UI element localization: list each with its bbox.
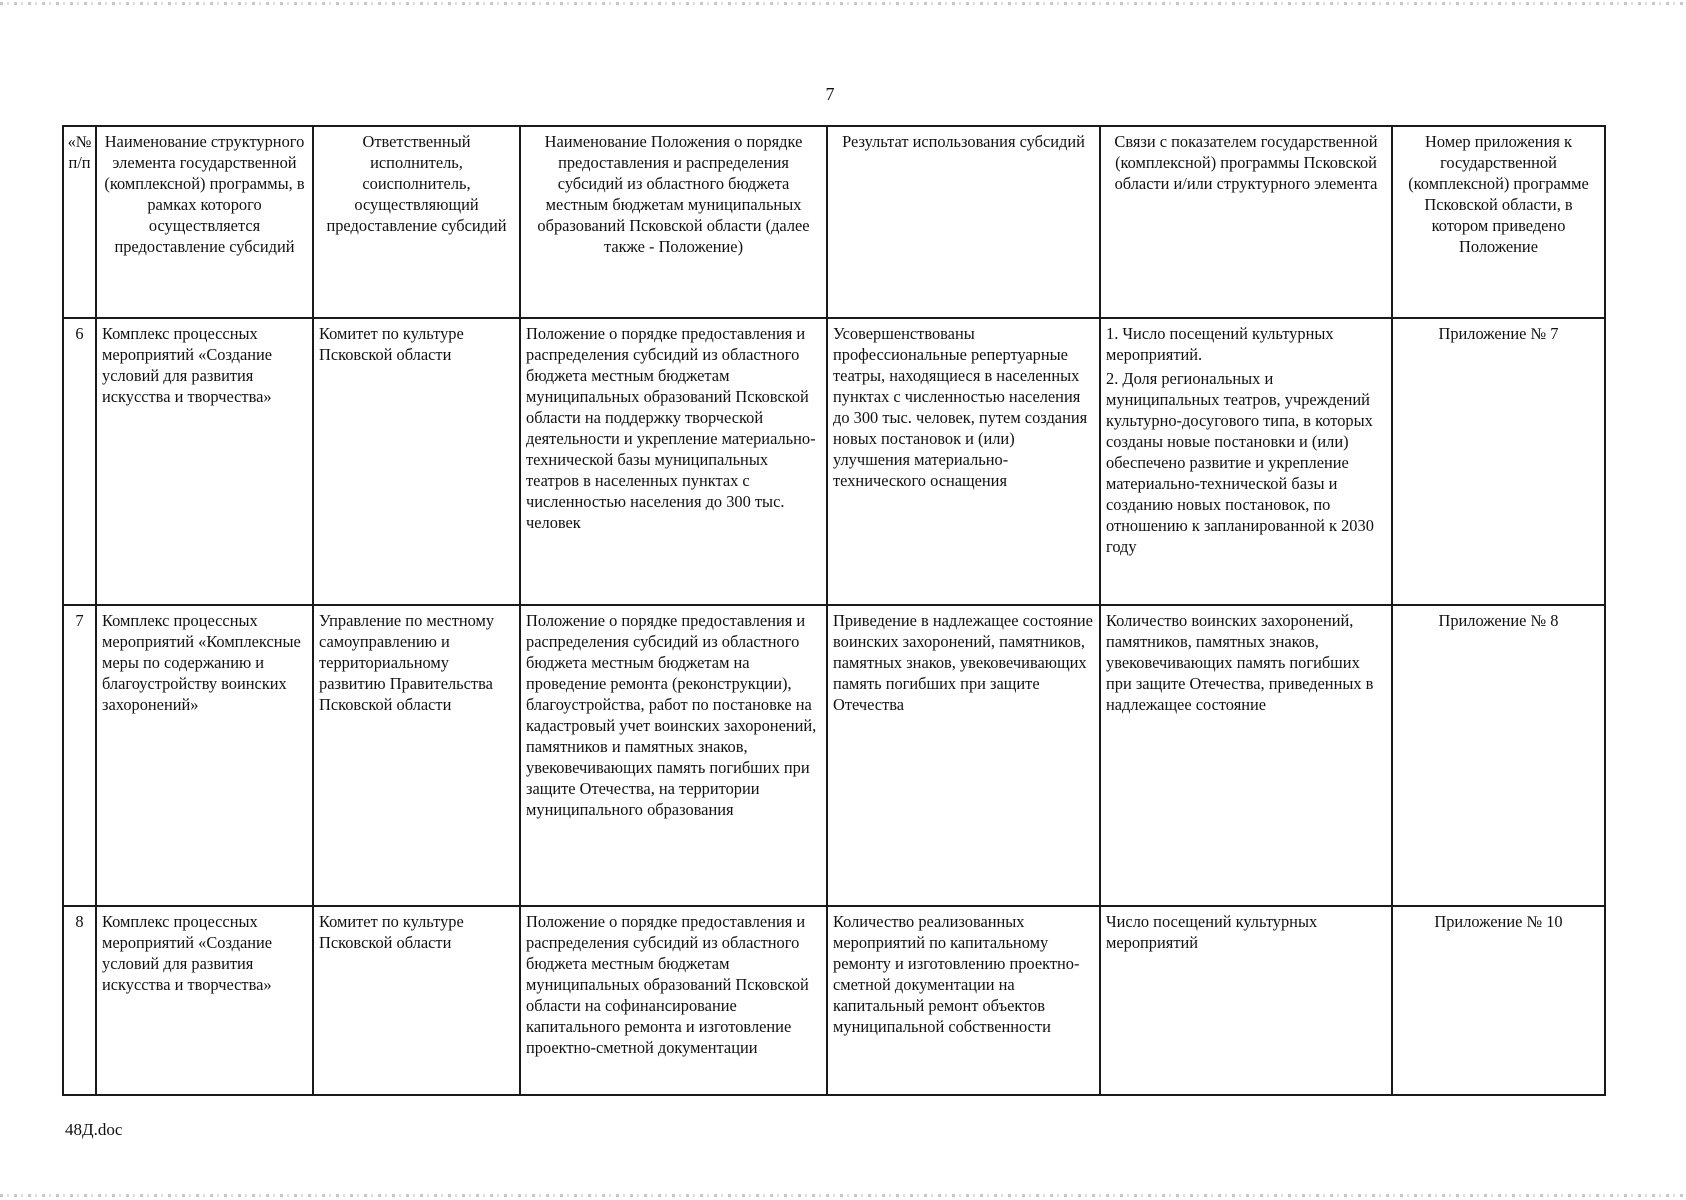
executor-cell: Комитет по культуре Псковской области [313, 318, 520, 605]
executor-cell: Управление по местному самоуправлению и территориальному развитию Правительства Псковской области [313, 605, 520, 906]
table-row [63, 605, 1605, 906]
row-number: 6 [63, 318, 96, 605]
structural-element-cell: Комплекс процессных мероприятий «Комплексные меры по содержанию и благоустройству воинских захоронений» [96, 605, 313, 906]
result-cell: Усовершенствованы профессиональные репертуарные театры, находящиеся в населенных пунктах с численностью населения до 300 тыс. человек, путем создания новых постановок и (или) улучшения материально-технического оснащения [827, 318, 1100, 605]
table-row [63, 906, 1605, 1095]
page-number: 7 [825, 84, 835, 104]
indicator-item: Число посещений культурных мероприятий [1106, 912, 1318, 952]
header-element: Наименование структурного элемента государственной (комплексной) программы, в рамках которого осуществляется предоставление субсидий [96, 126, 313, 318]
appendix-cell: Приложение № 10 [1392, 906, 1605, 1095]
header-result: Результат использования субсидий [827, 126, 1100, 318]
regulation-cell: Положение о порядке предоставления и распределения субсидий из областного бюджета местным бюджетам муниципальных образований Псковской области на софинансирование капитального ремонта и изготовление проектно-сметной документации [520, 906, 827, 1095]
indicator-cell [1100, 906, 1392, 1095]
appendix-cell: Приложение № 7 [1392, 318, 1605, 605]
row-number: 7 [63, 605, 96, 906]
scan-edge-top [0, 2, 1686, 5]
subsidy-table [62, 125, 1606, 1096]
header-num: «№ п/п [63, 126, 96, 318]
header-executor: Ответственный исполнитель, соисполнитель, осуществляющий предоставление субсидий [313, 126, 520, 318]
table-row [63, 318, 1605, 605]
indicator-item: 2. Доля региональных и муниципальных театров, учреждений культурно-досугового типа, в которых созданы новые постановки и (или) обеспечено развитие и укрепление материально-технической базы и созданию новых постановок, по отношению к запланированной к 2030 году [1106, 369, 1374, 556]
header-indicator: Связи с показателем государственной (комплексной) программы Псковской области и/или структурного элемента [1100, 126, 1392, 318]
table-header [63, 126, 1605, 318]
header-regulation: Наименование Положения о порядке предоставления и распределения субсидий из областного бюджета местным бюджетам муниципальных образований Псковской области (далее также - Положение) [520, 126, 827, 318]
result-cell: Приведение в надлежащее состояние воинских захоронений, памятников, памятных знаков, увековечивающих память погибших при защите Отечества [827, 605, 1100, 906]
file-name: 48Д.doc [65, 1120, 123, 1139]
appendix-cell: Приложение № 8 [1392, 605, 1605, 906]
indicator-item: Количество воинских захоронений, памятников, памятных знаков, увековечивающих память погибших при защите Отечества, приведенных в надлежащее состояние [1106, 611, 1374, 714]
executor-cell: Комитет по культуре Псковской области [313, 906, 520, 1095]
indicator-cell [1100, 318, 1392, 605]
scan-edge-bottom [0, 1194, 1686, 1197]
result-cell: Количество реализованных мероприятий по капитальному ремонту и изготовлению проектно-сметной документации на капитальный ремонт объектов муниципальной собственности [827, 906, 1100, 1095]
structural-element-cell: Комплекс процессных мероприятий «Создание условий для развития искусства и творчества» [96, 318, 313, 605]
structural-element-cell: Комплекс процессных мероприятий «Создание условий для развития искусства и творчества» [96, 906, 313, 1095]
header-appendix: Номер приложения к государственной (комплексной) программе Псковской области, в котором приведено Положение [1392, 126, 1605, 318]
indicator-item: 1. Число посещений культурных мероприятий. [1106, 324, 1334, 364]
regulation-cell: Положение о порядке предоставления и распределения субсидий из областного бюджета местным бюджетам муниципальных образований Псковской области на поддержку творческой деятельности и укрепление материально-технической базы муниципальных театров в населенных пунктах с численностью населения до 300 тыс. человек [520, 318, 827, 605]
row-number: 8 [63, 906, 96, 1095]
regulation-cell: Положение о порядке предоставления и распределения субсидий из областного бюджета местным бюджетам на проведение ремонта (реконструкции), благоустройства, работ по постановке на кадастровый учет воинских захоронений, памятников и памятных знаков, увековечивающих память погибших при защите Отечества, на территории муниципального образования [520, 605, 827, 906]
indicator-cell [1100, 605, 1392, 906]
